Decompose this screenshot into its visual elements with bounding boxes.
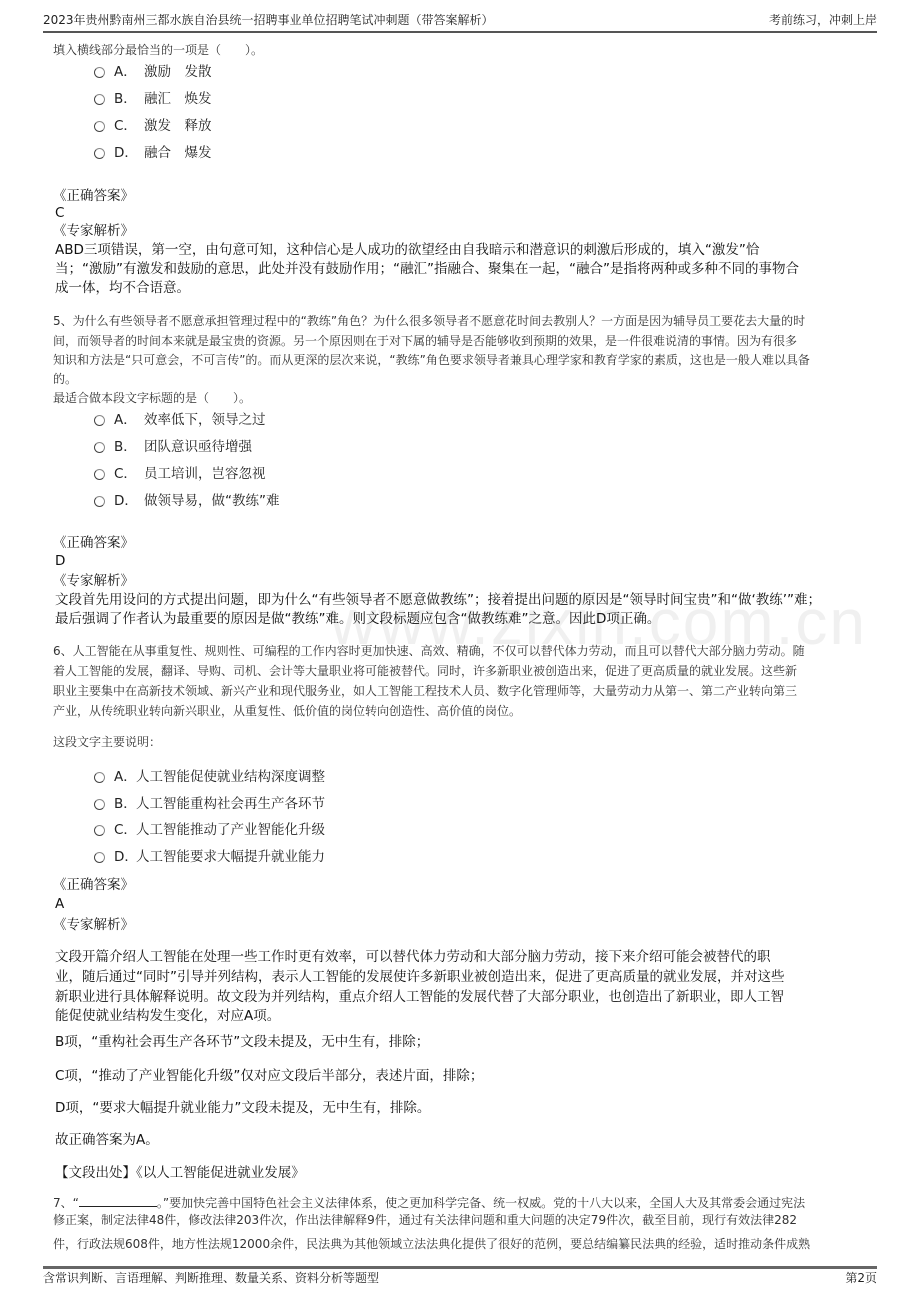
conclusion: 故正确答案为A。 [55,1132,159,1148]
footer-rule [43,1266,877,1269]
q6-option-d[interactable]: D． 人工智能要求大幅提升就业能力 [94,850,325,866]
footer-left: 含常识判断、言语理解、判断推理、数量关系、资料分析等题型 [43,1271,380,1285]
q5-line: 5、为什么有些领导者不愿意承担管理过程中的“教练”角色？为什么很多领导者不愿意花时间去教别人？一方面是因为辅导员工要花去大量的时 [53,314,806,328]
answer-title: 《正确答案》 [53,877,134,893]
header-right: 考前练习，冲刺上岸 [768,13,877,27]
analysis-title: 《专家解析》 [53,917,134,933]
radio-icon[interactable] [94,67,105,78]
q6-line: 产业，从传统职业转向新兴职业，从重复性、低价值的岗位转向创造性、高价值的岗位。 [53,704,522,718]
answer-title: 《正确答案》 [53,535,134,551]
analysis-line: ABD三项错误，第一空，由句意可知，这种信心是人成功的欲望经由自我暗示和潜意识的刺激后形成的，填入“激发”恰 [55,242,760,258]
header-rule [43,31,877,33]
q5-line: 知识和方法是“只可意会，不可言传”的。而从更深的层次来说，“教练”角色要求领导者兼具心理学家和教育学家的素质，这也是一般人难以具备 [53,353,810,367]
analysis-d: D项，“要求大幅提升就业能力”文段未提及，无中生有，排除。 [55,1100,431,1116]
analysis-line: 成一体，均不合语意。 [55,280,190,296]
radio-icon[interactable] [94,469,105,480]
q5-line: 的。 [53,372,78,386]
q6-option-c[interactable]: C． 人工智能推动了产业智能化升级 [94,823,325,839]
analysis-title: 《专家解析》 [53,573,134,589]
analysis-line: 文段开篇介绍人工智能在处理一些工作时更有效率，可以替代体力劳动和大部分脑力劳动，接下来介绍可能会被替代的职 [55,949,771,965]
q7-line: 修正案，制定法律48件，修改法律203件次，作出法律解释9件，通过有关法律问题和重大问题的决定79件次，截至目前，现行有效法律282 [53,1213,797,1227]
analysis-b: B项，“重构社会再生产各环节”文段未提及，无中生有，排除； [55,1034,430,1050]
radio-icon[interactable] [94,825,105,836]
answer-value: D [55,553,66,569]
analysis-c: C项，“推动了产业智能化升级”仅对应文段后半部分，表述片面，排除； [55,1068,484,1084]
q7-line: 7、“ 。”要加快完善中国特色社会主义法律体系，使之更加科学完备、统一权威。党的十八大以来，全国人大及其常委会通过宪法 [53,1196,806,1210]
q4-option-a[interactable]: A． 激励 发散 [94,65,212,81]
radio-icon[interactable] [94,415,105,426]
radio-icon[interactable] [94,94,105,105]
q5-option-c[interactable]: C． 员工培训，岂容忽视 [94,467,266,483]
radio-icon[interactable] [94,442,105,453]
q6-line: 职业主要集中在高新技术领域、新兴产业和现代服务业，如人工智能工程技术人员、数字化管理师等，大量劳动力从第一、第二产业转向第三 [53,684,798,698]
fill-blank [79,1195,157,1207]
q5-option-d[interactable]: D． 做领导易，做“教练”难 [94,494,280,510]
radio-icon[interactable] [94,772,105,783]
q4-option-d[interactable]: D． 融合 爆发 [94,146,212,162]
analysis-line: 当；“激励”有激发和鼓励的意思，此处并没有鼓励作用；“融汇”指融合、聚集在一起，“融合”是指将两种或多种不同的事物合 [55,261,799,277]
analysis-line: 最后强调了作者认为最重要的原因是做“教练”难。则文段标题应包含“做教练难”之意。因此D项正确。 [55,611,661,627]
q4-option-b[interactable]: B． 融汇 焕发 [94,92,212,108]
radio-icon[interactable] [94,121,105,132]
answer-value: C [55,205,65,221]
answer-title: 《正确答案》 [53,188,134,204]
q6-option-b[interactable]: B． 人工智能重构社会再生产各环节 [94,797,325,813]
radio-icon[interactable] [94,852,105,863]
analysis-title: 《专家解析》 [53,223,134,239]
analysis-line: 新职业进行具体解释说明。故文段为并列结构，重点介绍人工智能的发展代替了大部分职业，也创造出了新职业，即人工智 [55,989,784,1005]
header-title: 2023年贵州黔南州三都水族自治县统一招聘事业单位招聘笔试冲刺题（带答案解析） [43,13,494,27]
radio-icon[interactable] [94,148,105,159]
analysis-line: 业，随后通过“同时”引导并列结构，表示人工智能的发展使许多新职业被创造出来，促进了更高质量的就业发展，并对这些 [55,969,785,985]
q5-option-b[interactable]: B． 团队意识亟待增强 [94,440,252,456]
answer-value: A [55,896,65,912]
analysis-line: 文段首先用设问的方式提出问题，即为什么“有些领导者不愿意做教练”；接着提出问题的原因是“领导时间宝贵”和“做‘教练’”难； [55,592,822,608]
page-number: 第2页 [845,1271,877,1285]
q6-prompt: 这段文字主要说明： [53,735,162,749]
source: 【文段出处】《以人工智能促进就业发展》 [55,1165,305,1181]
q6-line: 6、人工智能在从事重复性、规则性、可编程的工作内容时更加快速、高效、精确，不仅可以替代体力劳动，而且可以替代大部分脑力劳动。随 [53,644,805,658]
radio-icon[interactable] [94,496,105,507]
q4-prompt: 填入横线部分最恰当的一项是（ ）。 [53,43,264,57]
q6-option-a[interactable]: A． 人工智能促使就业结构深度调整 [94,770,325,786]
q5-prompt: 最适合做本段文字标题的是（ ）。 [53,391,252,405]
q5-option-a[interactable]: A． 效率低下，领导之过 [94,413,266,429]
q5-line: 间，而领导者的时间本来就是最宝贵的资源。另一个原因则在于对下属的辅导是否能够收到预期的效果，是一件很难说清的事情。因为有很多 [53,334,798,348]
q4-option-c[interactable]: C． 激发 释放 [94,119,212,135]
q7-line: 件，行政法规608件，地方性法规12000余件，民法典为其他领域立法法典化提供了很好的范例，要总结编纂民法典的经验，适时推动条件成熟 [53,1237,811,1251]
analysis-line: 能促使就业结构发生变化，对应A项。 [55,1008,281,1024]
radio-icon[interactable] [94,799,105,810]
q6-line: 着人工智能的发展，翻译、导购、司机、会计等大量职业将可能被替代。同时，许多新职业被创造出来，促进了更高质量的就业发展。这些新 [53,664,798,678]
